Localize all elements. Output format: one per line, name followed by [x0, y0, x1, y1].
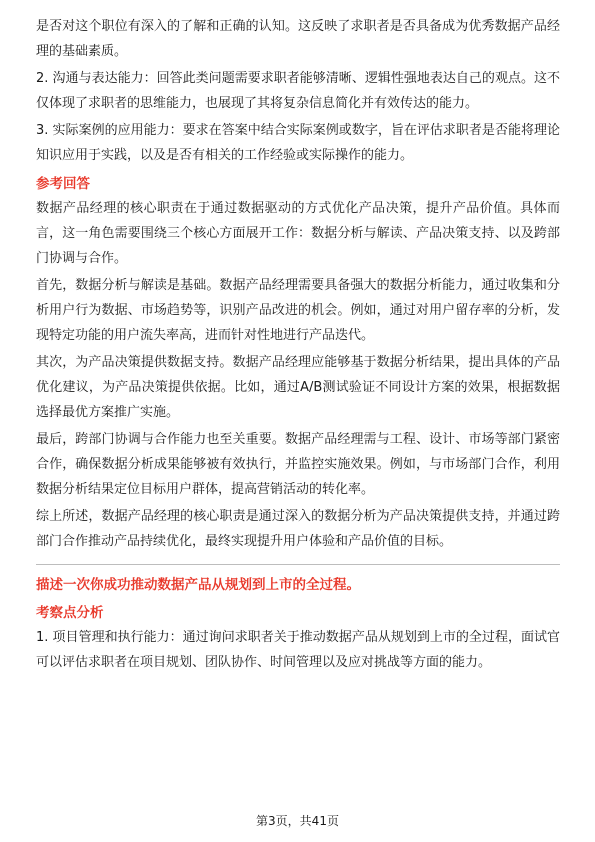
- analysis-heading: 考察点分析: [36, 605, 104, 621]
- paragraph: 是否对这个职位有深入的了解和正确的认知。这反映了求职者是否具备成为优秀数据产品经理的基础素质。: [36, 19, 560, 59]
- list-item: 3. 实际案例的应用能力：要求在答案中结合实际案例或数字，旨在评估求职者是否能将理论知识应用于实践，以及是否有相关的工作经验或实际操作的能力。: [36, 123, 560, 163]
- paragraph: 首先，数据分析与解读是基础。数据产品经理需要具备强大的数据分析能力，通过收集和分析用户行为数据、市场趋势等，识别产品改进的机会。例如，通过对用户留存率的分析，发现特定功能的用户流失率高，进而针对性地进行产品迭代。: [36, 278, 560, 343]
- section-divider: [36, 564, 560, 565]
- answer-heading: 参考回答: [36, 176, 90, 192]
- page-content: [36, 14, 560, 675]
- question-heading: 描述一次你成功推动数据产品从规划到上市的全过程。: [36, 577, 360, 593]
- list-item: 2. 沟通与表达能力：回答此类问题需要求职者能够清晰、逻辑性强地表达自己的观点。这不仅体现了求职者的思维能力，也展现了其将复杂信息简化并有效传达的能力。: [36, 71, 560, 111]
- page-footer: 第3页，共41页: [256, 814, 339, 828]
- paragraph: 最后，跨部门协调与合作能力也至关重要。数据产品经理需与工程、设计、市场等部门紧密合作，确保数据分析成果能够被有效执行，并监控实施效果。例如，与市场部门合作，利用数据分析结果定位目标用户群体，提高营销活动的转化率。: [36, 432, 560, 497]
- paragraph: 其次，为产品决策提供数据支持。数据产品经理应能够基于数据分析结果，提出具体的产品优化建议，为产品决策提供依据。比如，通过A/B测试验证不同设计方案的效果，根据数据选择最优方案推广实施。: [36, 355, 560, 420]
- paragraph: 综上所述，数据产品经理的核心职责是通过深入的数据分析为产品决策提供支持，并通过跨部门合作推动产品持续优化，最终实现提升用户体验和产品价值的目标。: [36, 509, 560, 549]
- list-item: 1. 项目管理和执行能力：通过询问求职者关于推动数据产品从规划到上市的全过程，面试官可以评估求职者在项目规划、团队协作、时间管理以及应对挑战等方面的能力。: [36, 630, 560, 670]
- paragraph: 数据产品经理的核心职责在于通过数据驱动的方式优化产品决策，提升产品价值。具体而言，这一角色需要围绕三个核心方面展开工作：数据分析与解读、产品决策支持、以及跨部门协调与合作。: [36, 201, 560, 266]
